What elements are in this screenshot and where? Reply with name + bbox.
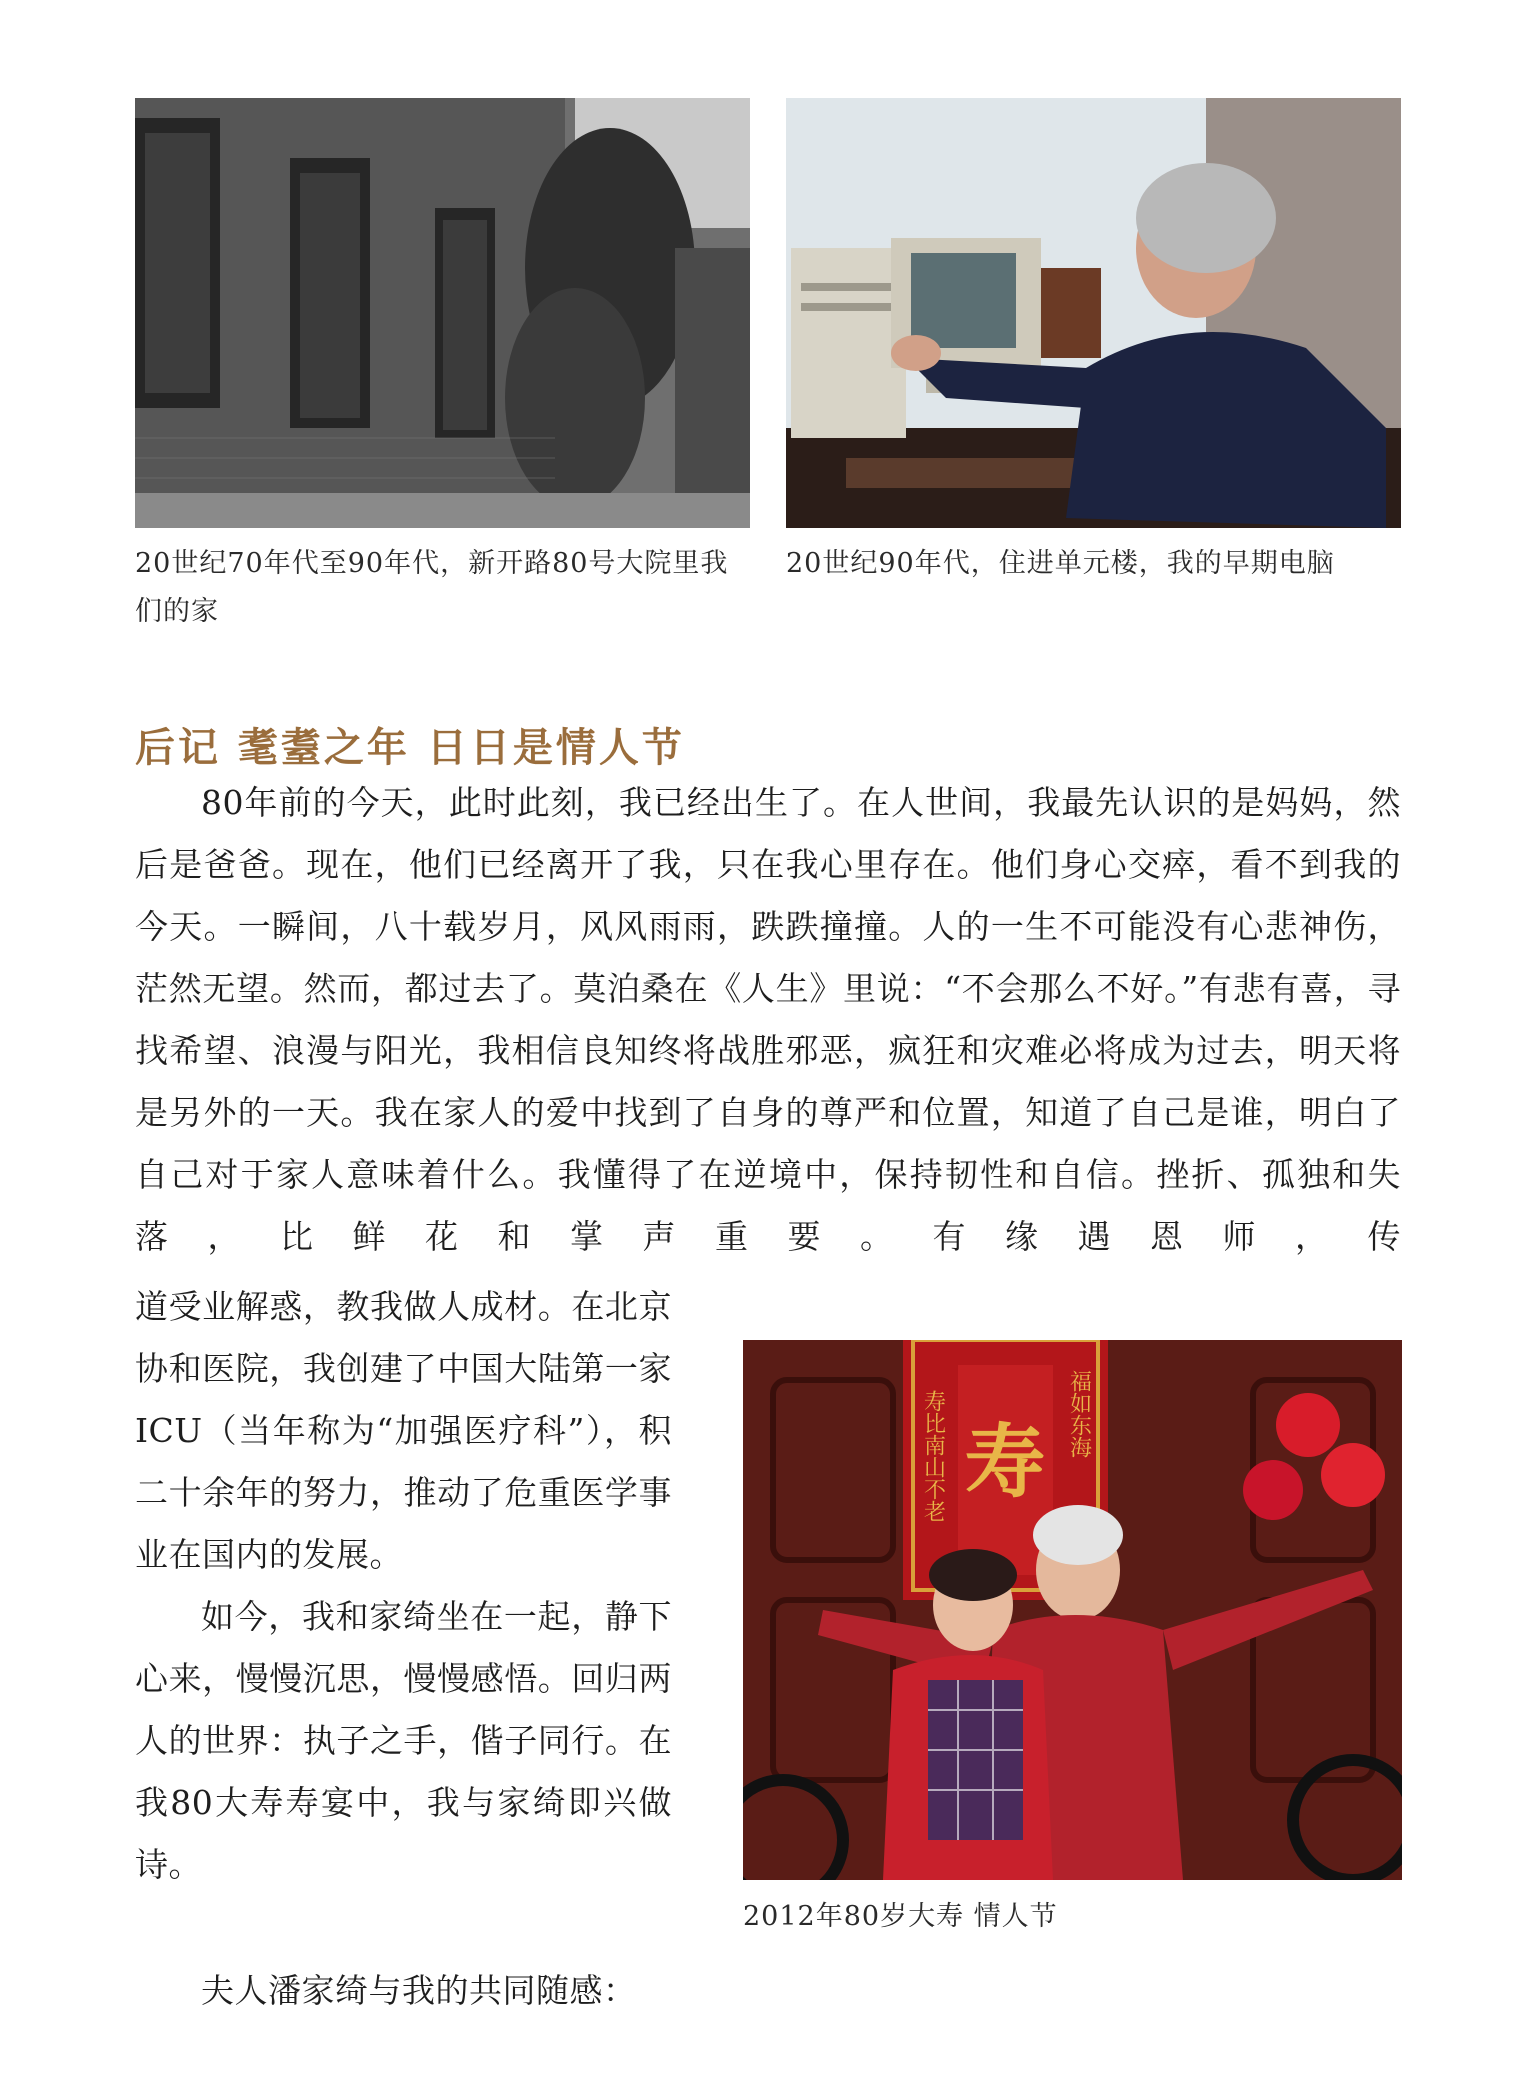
banner-couplet-right: 福如东海 — [1066, 1370, 1092, 1458]
photo-early-computer — [786, 98, 1401, 528]
photo-caption-early-computer: 20世纪90年代，住进单元楼，我的早期电脑 — [786, 548, 1335, 579]
photo-caption-80th-birthday: 2012年80岁大寿 情人节 — [743, 1901, 1058, 1932]
paragraph-1-continued: 道受业解惑，教我做人成材。在北京协和医院，我创建了中国大陆第一家ICU（当年称为“加强医疗科”），积二十余年的努力，推动了危重医学事业在国内的发展。 — [135, 1287, 672, 1574]
paragraph-1-full-width: 80年前的今天，此时此刻，我已经出生了。在人世间，我最先认识的是妈妈，然后是爸爸。现在，他们已经离开了我，只在我心里存在。他们身心交瘁，看不到我的今天。一瞬间，八十载岁月，风风雨雨，跌跌撞撞。人的一生不可能没有心悲神伤，茫然无望。然而，都过去了。莫泊桑在《人生》里说：“不会那么不好。”有悲有喜，寻找希望、浪漫与阳光，我相信良知终将战胜邪恶，疯狂和灾难必将成为过去，明天将是另外的一天。我在家人的爱中找到了自身的尊严和位置，知道了自己是谁，明白了自己对于家人意味着什么。我懂得了在逆境中，保持韧性和自信。挫折、孤独和失落，比鲜花和掌声重要。有缘遇恩师，传 — [135, 783, 1401, 1256]
section-title: 后记 耄耋之年 日日是情人节 — [135, 724, 685, 771]
photo-caption-courtyard-house: 20世纪70年代至90年代，新开路80号大院里我们的家 — [135, 548, 729, 627]
banner-longevity-character: 寿 — [965, 1415, 1045, 1509]
paragraph-2: 如今，我和家绮坐在一起，静下心来，慢慢沉思，慢慢感悟。回归两人的世界：执子之手，偕子同行。在我80大寿寿宴中，我与家绮即兴做诗。 — [135, 1597, 672, 1884]
paragraph-3: 夫人潘家绮与我的共同随感： — [201, 1971, 637, 2010]
photo-80th-birthday — [743, 1340, 1402, 1880]
photo-old-courtyard-house — [135, 98, 750, 528]
banner-couplet-left: 寿比南山不老 — [920, 1390, 946, 1522]
